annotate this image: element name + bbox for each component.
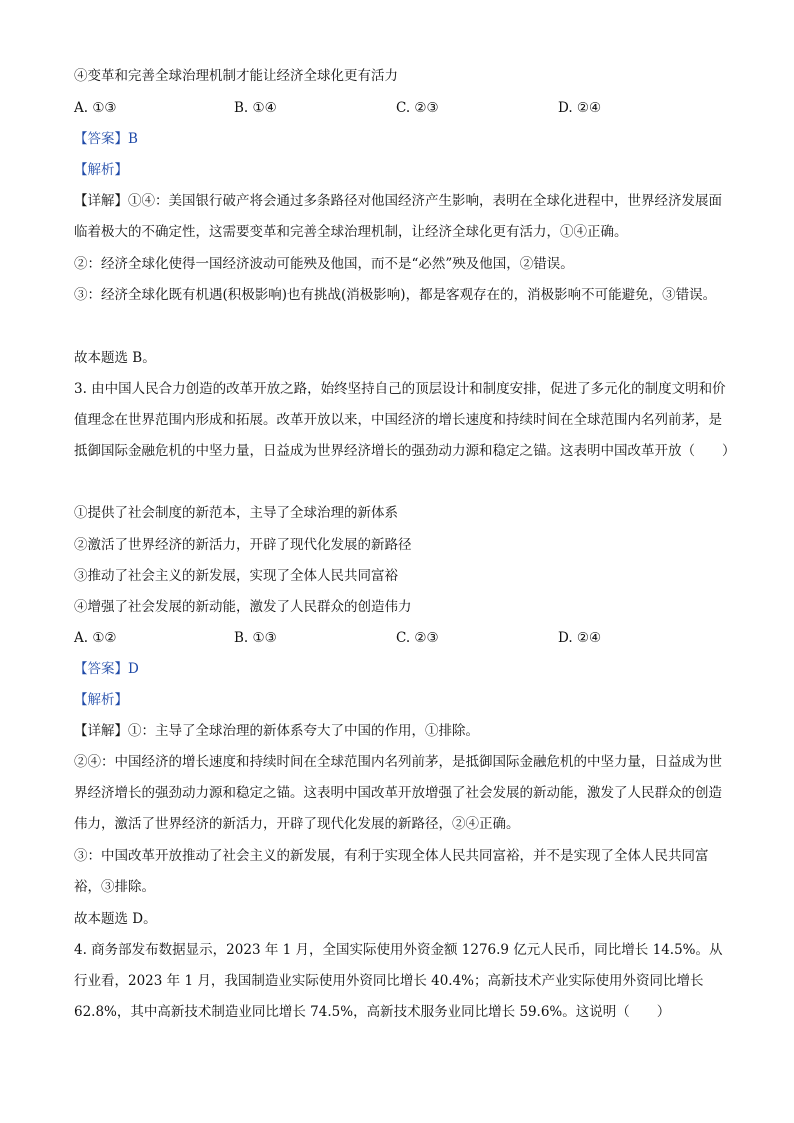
q3-detail-3: ③：中国改革开放推动了社会主义的新发展，有利于实现全体人民共同富裕，并不是实现了全体人民共同富裕，③排除。 bbox=[74, 848, 709, 895]
q2-option-d: D. ②④ bbox=[558, 100, 602, 116]
q3-item-3: ③推动了社会主义的新发展，实现了全体人民共同富裕 bbox=[74, 568, 398, 584]
q3-option-d: D. ②④ bbox=[558, 630, 602, 646]
q3-option-b: B. ①③ bbox=[234, 630, 277, 646]
q3-answer: 【答案】D bbox=[74, 661, 139, 677]
q3-detail-2: ②④：中国经济的增长速度和持续时间在全球范围内名列前茅，是抵御国际金融危机的中坚力量，日益成为世界经济增长的强劲动力源和稳定之锚。这表明中国改革开放增强了社会发展的新动能，激发了人民群众的创造伟力，激活了世界经济的新活力，开辟了现代化发展的新路径，②④正确。 bbox=[74, 754, 722, 832]
q2-item-4: ④变革和完善全球治理机制才能让经济全球化更有活力 bbox=[74, 68, 398, 84]
q3-option-c: C. ②③ bbox=[396, 630, 439, 646]
q2-detail-2: ②：经济全球化使得一国经济波动可能殃及他国，而不是“必然”殃及他国，②错误。 bbox=[74, 256, 574, 272]
q2-analysis-label: 【解析】 bbox=[74, 162, 128, 178]
q3-analysis-label: 【解析】 bbox=[74, 692, 128, 708]
q4-stem: 4. 商务部发布数据显示，2023 年 1 月，全国实际使用外资金额 1276.9 亿元人民币，同比增长 14.5%。从行业看，2023 年 1 月，我国制造业实际使用外资同比增长 40.4%；高新技术产业实际使用外资同比增长 62.8%，其中高新技术制造业同比增长 74.5%，高新技术服务业同比增长 59.6%。这说明（ ） bbox=[74, 942, 723, 1020]
q3-conclusion: 故本题选 D。 bbox=[74, 911, 157, 927]
q3-item-4: ④增强了社会发展的新动能，激发了人民群众的创造伟力 bbox=[74, 599, 412, 615]
q2-option-b: B. ①④ bbox=[234, 100, 277, 116]
q2-conclusion: 故本题选 B。 bbox=[74, 350, 156, 366]
q2-option-a: A. ①③ bbox=[74, 100, 117, 116]
q2-detail-1: 【详解】①④：美国银行破产将会通过多条路径对他国经济产生影响，表明在全球化进程中，世界经济发展面临着极大的不确定性，这需要变革和完善全球治理机制，让经济全球化更有活力，①④正确。 bbox=[74, 193, 722, 240]
q3-detail-1: 【详解】①：主导了全球治理的新体系夸大了中国的作用，①排除。 bbox=[74, 723, 479, 739]
q2-answer: 【答案】B bbox=[74, 131, 138, 147]
q3-stem: 3. 由中国人民合力创造的改革开放之路，始终坚持自己的顶层设计和制度安排，促进了多元化的制度文明和价值理念在世界范围内形成和拓展。改革开放以来，中国经济的增长速度和持续时间在全球范围内名列前茅，是抵御国际金融危机的中坚力量，日益成为世界经济增长的强劲动力源和稳定之锚。这表明中国改革开放（ ） bbox=[74, 381, 736, 459]
q3-item-1: ①提供了社会制度的新范本，主导了全球治理的新体系 bbox=[74, 505, 398, 521]
q3-option-a: A. ①② bbox=[74, 630, 117, 646]
q2-option-c: C. ②③ bbox=[396, 100, 439, 116]
q3-item-2: ②激活了世界经济的新活力，开辟了现代化发展的新路径 bbox=[74, 537, 412, 553]
q2-detail-3: ③：经济全球化既有机遇(积极影响)也有挑战(消极影响)，都是客观存在的，消极影响不可能避免，③错误。 bbox=[74, 287, 717, 303]
